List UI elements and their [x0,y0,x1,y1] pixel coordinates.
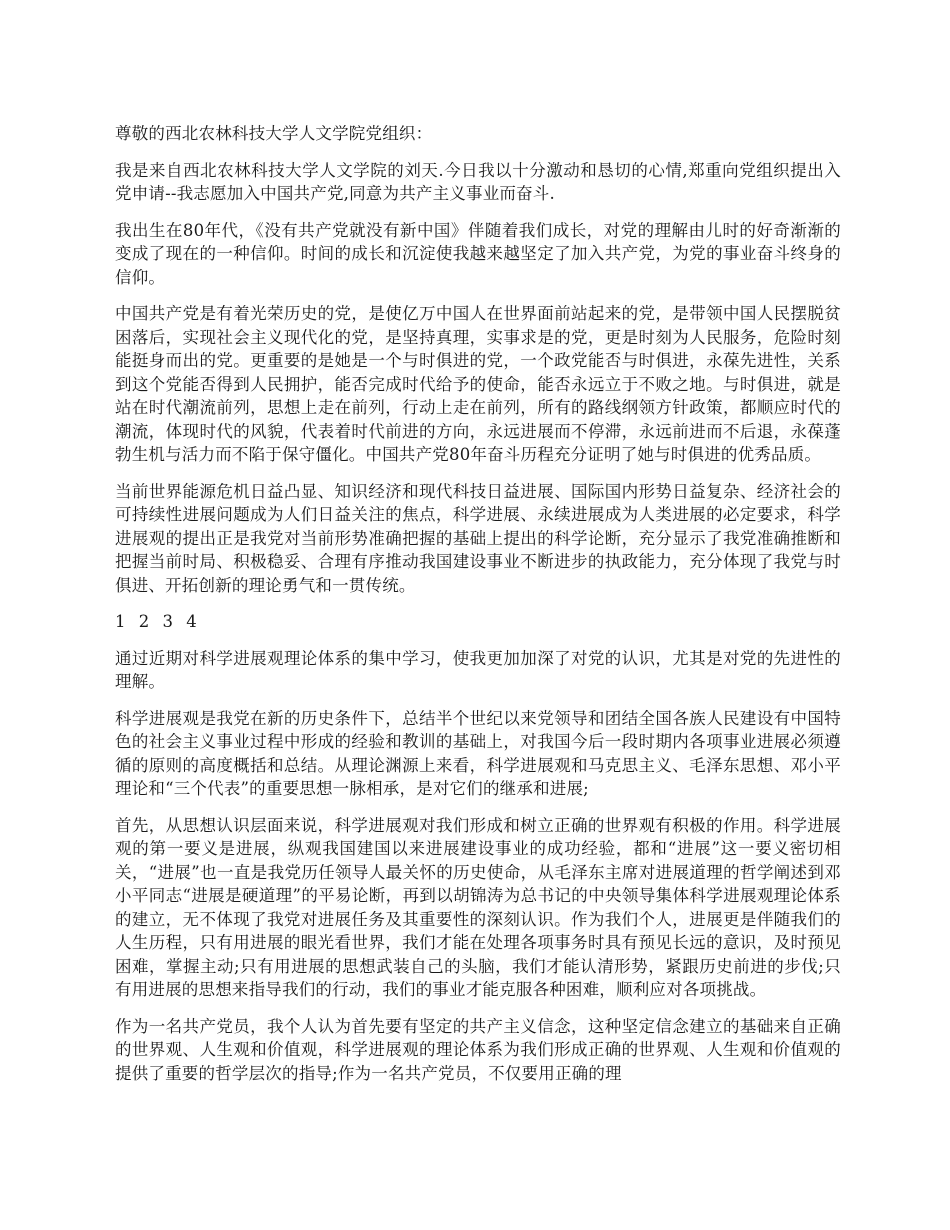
paragraph-scientific-outlook: 当前世界能源危机日益凸显、知识经济和现代科技日益进展、国际国内形势日益复杂、经济社会的可持续性进展问题成为人们日益关注的焦点，科学进展、永续进展成为人类进展的必定要求，科学进展观的提出正是我党对当前形势准确把握的基础上提出的科学论断，充分显示了我党准确推断和把握当前时局、积极稳妥、合理有序推动我国建设事业不断进步的执政能力，充分体现了我党与时俱进、开拓创新的理论勇气和一贯传统。 [115,481,841,595]
paragraph-ideological-level: 首先，从思想认识层面来说，科学进展观对我们形成和树立正确的世界观有积极的作用。科学进展观的第一要义是进展，纵观我国建国以来进展建设事业的成功经验，都和“进展”这一要义密切相关，“进展”也一直是我党历任领导人最关怀的历史使命，从毛泽东主席对进展道理的哲学阐述到邓小平同志“进展是硬道理”的平易论断，再到以胡锦涛为总书记的中央领导集体科学进展观理论体系的建立，无不体现了我党对进展任务及其重要性的深刻认识。作为我们个人，进展更是伴随我们的人生历程，只有用进展的眼光看世界，我们才能在处理各项事务时具有预见长远的意识，及时预见困难，掌握主动;只有用进展的思想武装自己的头脑，我们才能认清形势，紧跟历史前进的步伐;只有用进展的思想来指导我们的行动，我们的事业才能克服各种困难，顺利应对各项挑战。 [115,815,841,999]
paragraph-study: 通过近期对科学进展观理论体系的集中学习，使我更加加深了对党的认识，尤其是对党的先进性的理解。 [115,648,841,691]
paragraph-intro: 我是来自西北农林科技大学人文学院的刘天.今日我以十分激动和恳切的心情,郑重向党组织提出入党申请--我志愿加入中国共产党,同意为共产主义事业而奋斗. [115,160,841,203]
paragraph-party-member: 作为一名共产党员，我个人认为首先要有坚定的共产主义信念，这种坚定信念建立的基础来自正确的世界观、人生观和价值观，科学进展观的理论体系为我们形成正确的世界观、人生观和价值观的提供了重要的哲学层次的指导;作为一名共产党员，不仅要用正确的理 [115,1016,841,1083]
page-numbers: 1 2 3 4 [115,612,201,631]
paragraph-party-history: 中国共产党是有着光荣历史的党，是使亿万中国人在世界面前站起来的党，是带领中国人民摆脱贫困落后，实现社会主义现代化的党，是坚持真理，实事求是的党，更是时刻为人民服务，危险时刻能挺身而出的党。更重要的是她是一个与时俱进的党，一个政党能否与时俱进，永葆先进性，关系到这个党能否得到人民拥护，能否完成时代给予的使命，能否永远立于不败之地。与时俱进，就是站在时代潮流前列，思想上走在前列，行动上走在前列，所有的路线纲领方针政策，都顺应时代的潮流，体现时代的风貌，代表着时代前进的方向，永远进展而不停滞，永远前进而不后退，永葆蓬勃生机与活力而不陷于保守僵化。中国共产党80年奋斗历程充分证明了她与时俱进的优秀品质。 [115,304,841,464]
document-body [115,122,841,1098]
paragraph-upbringing: 我出生在80年代，《没有共产党就没有新中国》伴随着我们成长，对党的理解由儿时的好奇渐渐的变成了现在的一种信仰。时间的成长和沉淀使我越来越坚定了加入共产党，为党的事业奋斗终身的信仰。 [115,220,841,287]
salutation: 尊敬的西北农林科技大学人文学院党组织： [115,124,433,143]
paragraph-theory-origin: 科学进展观是我党在新的历史条件下，总结半个世纪以来党领导和团结全国各族人民建设有中国特色的社会主义事业过程中形成的经验和教训的基础上，对我国今后一段时期内各项事业进展必须遵循的原则的高度概括和总结。从理论渊源上来看，科学进展观和马克思主义、毛泽东思想、邓小平理论和“三个代表”的重要思想一脉相承，是对它们的继承和进展; [115,708,841,798]
